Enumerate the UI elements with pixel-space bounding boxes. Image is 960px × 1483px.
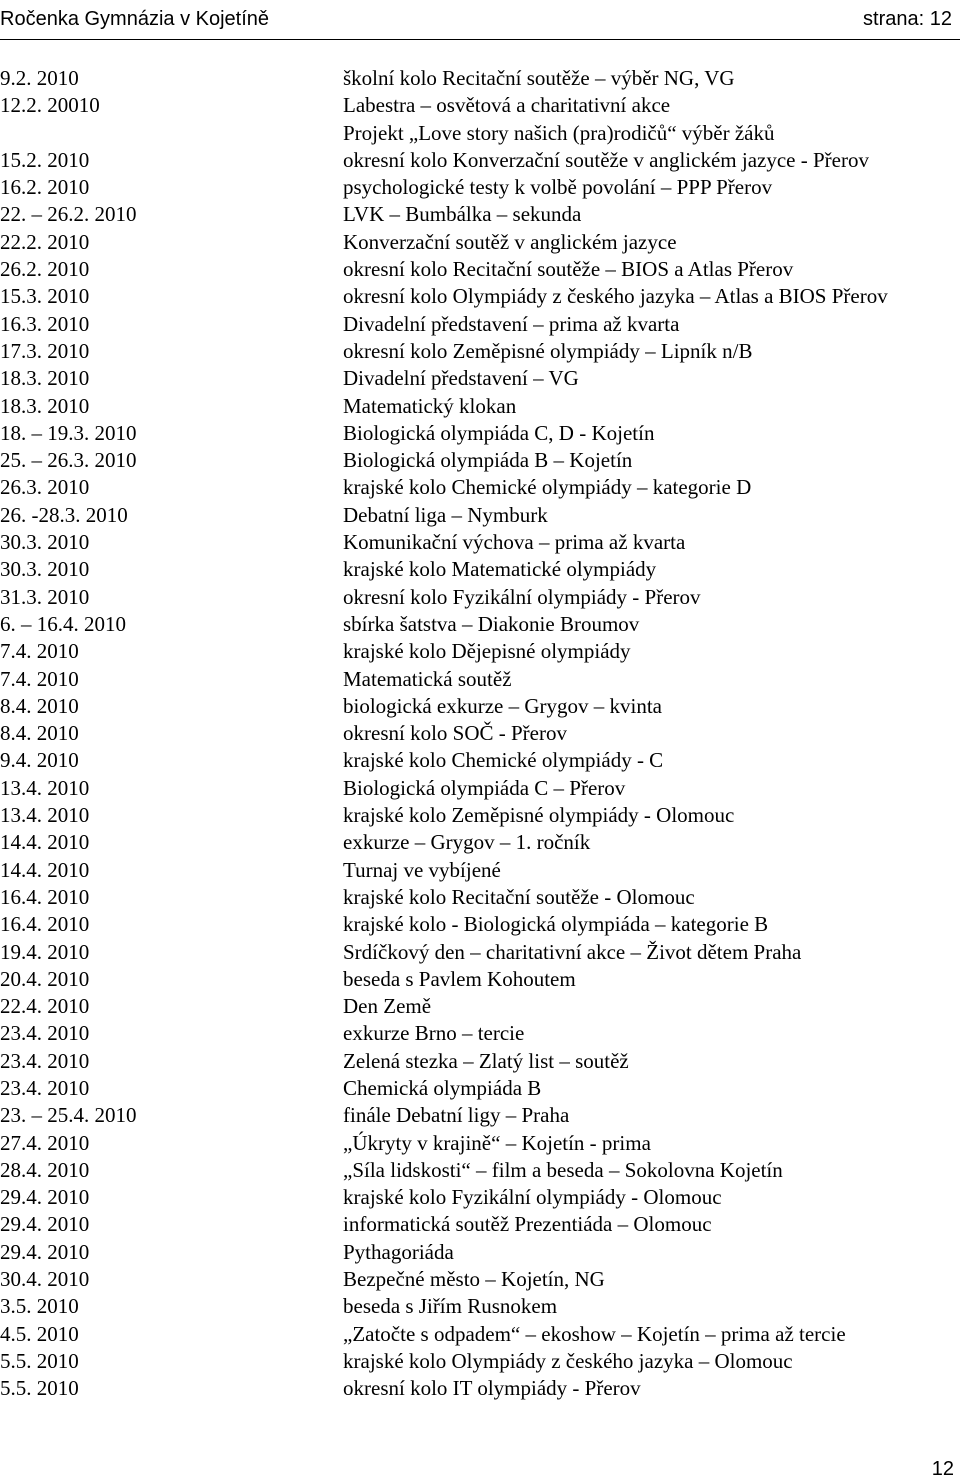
event-description: psychologické testy k volbě povolání – PPP Přerov: [343, 175, 773, 200]
list-item: [0, 584, 960, 611]
list-item: [0, 1375, 960, 1402]
event-date: 17.3. 2010: [0, 338, 90, 363]
event-description: informatická soutěž Prezentiáda – Olomouc: [343, 1212, 712, 1237]
list-item: [0, 775, 960, 802]
event-date: 13.4. 2010: [0, 803, 90, 828]
event-description: Matematický klokan: [343, 393, 517, 418]
event-date: 27.4. 2010: [0, 1130, 90, 1155]
event-description: okresní kolo Olympiády z českého jazyka – Atlas a BIOS Přerov: [343, 284, 888, 309]
event-date: 22. – 26.2. 2010: [0, 202, 137, 227]
event-description: Projekt „Love story našich (pra)rodičů“ výběr žáků: [343, 120, 775, 145]
list-item: [0, 174, 960, 201]
list-item: [0, 120, 960, 147]
event-date: 23.4. 2010: [0, 1021, 90, 1046]
event-description: „Zatočte s odpadem“ – ekoshow – Kojetín – prima až tercie: [343, 1321, 846, 1346]
page-header: [0, 6, 960, 36]
event-description: biologická exkurze – Grygov – kvinta: [343, 693, 662, 718]
event-description: Den Země: [343, 994, 432, 1019]
event-description: Zelená stezka – Zlatý list – soutěž: [343, 1048, 629, 1073]
event-description: Debatní liga – Nymburk: [343, 502, 548, 527]
list-item: [0, 1075, 960, 1102]
event-description: finále Debatní ligy – Praha: [343, 1103, 570, 1128]
list-item: [0, 365, 960, 392]
document-title: Ročenka Gymnázia v Kojetíně: [0, 8, 270, 30]
event-description: Srdíčkový den – charitativní akce – Život dětem Praha: [343, 939, 802, 964]
event-description: krajské kolo - Biologická olympiáda – kategorie B: [343, 912, 769, 937]
list-item: [0, 556, 960, 583]
event-date: 18. – 19.3. 2010: [0, 420, 137, 445]
list-item: [0, 393, 960, 420]
event-description: exkurze Brno – tercie: [343, 1021, 525, 1046]
event-date: 28.4. 2010: [0, 1157, 90, 1182]
list-item: [0, 447, 960, 474]
list-item: [0, 283, 960, 310]
list-item: [0, 1211, 960, 1238]
list-item: [0, 966, 960, 993]
event-description: „Úkryty v krajině“ – Kojetín - prima: [343, 1130, 651, 1155]
event-description: Matematická soutěž: [343, 666, 512, 691]
event-description: Turnaj ve vybíjené: [343, 857, 501, 882]
event-date: 16.4. 2010: [0, 884, 90, 909]
list-item: [0, 693, 960, 720]
event-description: krajské kolo Chemické olympiády - C: [343, 748, 664, 773]
event-description: „Síla lidskosti“ – film a beseda – Sokolovna Kojetín: [343, 1157, 783, 1182]
list-item: [0, 1321, 960, 1348]
event-date: 13.4. 2010: [0, 775, 90, 800]
page-label: strana: 12: [863, 8, 952, 30]
list-item: [0, 747, 960, 774]
list-item: [0, 338, 960, 365]
list-item: [0, 611, 960, 638]
list-item: [0, 1102, 960, 1129]
event-description: Divadelní představení – prima až kvarta: [343, 311, 680, 336]
event-date: 3.5. 2010: [0, 1294, 79, 1319]
list-item: [0, 502, 960, 529]
list-item: [0, 147, 960, 174]
list-item: [0, 474, 960, 501]
event-date: 12.2. 20010: [0, 93, 100, 118]
event-date: 29.4. 2010: [0, 1212, 90, 1237]
list-item: [0, 92, 960, 119]
list-item: [0, 884, 960, 911]
list-item: [0, 911, 960, 938]
list-item: [0, 1130, 960, 1157]
event-description: okresní kolo Konverzační soutěže v anglickém jazyce - Přerov: [343, 147, 869, 172]
list-item: [0, 1293, 960, 1320]
event-date: 14.4. 2010: [0, 830, 90, 855]
event-description: krajské kolo Fyzikální olympiády - Olomouc: [343, 1185, 722, 1210]
event-date: 22.2. 2010: [0, 229, 90, 254]
list-item: [0, 311, 960, 338]
event-description: Biologická olympiáda B – Kojetín: [343, 448, 633, 473]
event-date: 4.5. 2010: [0, 1321, 79, 1346]
event-description: krajské kolo Recitační soutěže - Olomouc: [343, 884, 695, 909]
event-date: 5.5. 2010: [0, 1348, 79, 1373]
event-description: Divadelní představení – VG: [343, 366, 579, 391]
list-item: [0, 720, 960, 747]
event-date: 7.4. 2010: [0, 639, 79, 664]
event-date: 18.3. 2010: [0, 393, 90, 418]
event-description: Chemická olympiáda B: [343, 1075, 542, 1100]
event-date: 29.4. 2010: [0, 1239, 90, 1264]
event-description: školní kolo Recitační soutěže – výběr NG, VG: [343, 66, 735, 90]
event-date: 7.4. 2010: [0, 666, 79, 691]
page-number: 12: [931, 1458, 954, 1480]
event-date: 20.4. 2010: [0, 966, 90, 991]
list-item: [0, 1348, 960, 1375]
event-date: 30.3. 2010: [0, 530, 90, 555]
event-date: 5.5. 2010: [0, 1376, 79, 1401]
list-item: [0, 1157, 960, 1184]
event-description: krajské kolo Chemické olympiády – kategorie D: [343, 475, 752, 500]
event-description: beseda s Pavlem Kohoutem: [343, 966, 576, 991]
event-list: [0, 65, 960, 1403]
event-date: 25. – 26.3. 2010: [0, 448, 137, 473]
event-date: 9.4. 2010: [0, 748, 79, 773]
event-description: okresní kolo SOČ - Přerov: [343, 721, 567, 746]
list-item: [0, 420, 960, 447]
event-description: Bezpečné město – Kojetín, NG: [343, 1267, 605, 1292]
list-item: [0, 229, 960, 256]
list-item: [0, 857, 960, 884]
event-date: 15.3. 2010: [0, 284, 90, 309]
event-description: okresní kolo Zeměpisné olympiády – Lipník n/B: [343, 338, 753, 363]
list-item: [0, 993, 960, 1020]
event-date: 19.4. 2010: [0, 939, 90, 964]
list-item: [0, 1048, 960, 1075]
list-item: [0, 1020, 960, 1047]
event-date: 16.2. 2010: [0, 175, 90, 200]
event-description: krajské kolo Dějepisné olympiády: [343, 639, 631, 664]
event-date: 22.4. 2010: [0, 994, 90, 1019]
event-description: Biologická olympiáda C – Přerov: [343, 775, 626, 800]
event-description: beseda s Jiřím Rusnokem: [343, 1294, 558, 1319]
list-item: [0, 256, 960, 283]
list-item: [0, 1239, 960, 1266]
list-item: [0, 65, 960, 92]
event-description: Biologická olympiáda C, D - Kojetín: [343, 420, 655, 445]
event-description: Komunikační výchova – prima až kvarta: [343, 530, 686, 555]
list-item: [0, 666, 960, 693]
event-date: 6. – 16.4. 2010: [0, 611, 126, 636]
event-date: 29.4. 2010: [0, 1185, 90, 1210]
event-date: 16.3. 2010: [0, 311, 90, 336]
event-date: 30.3. 2010: [0, 557, 90, 582]
event-date: 9.2. 2010: [0, 66, 79, 90]
list-item: [0, 1184, 960, 1211]
event-date: 23.4. 2010: [0, 1075, 90, 1100]
list-item: [0, 802, 960, 829]
list-item: [0, 1266, 960, 1293]
event-description: krajské kolo Olympiády z českého jazyka – Olomouc: [343, 1348, 793, 1373]
header-divider: [0, 39, 960, 40]
event-date: 23. – 25.4. 2010: [0, 1103, 137, 1128]
event-date: 8.4. 2010: [0, 721, 79, 746]
event-description: okresní kolo Fyzikální olympiády - Přerov: [343, 584, 701, 609]
event-description: LVK – Bumbálka – sekunda: [343, 202, 582, 227]
event-date: 15.2. 2010: [0, 147, 90, 172]
event-date: 18.3. 2010: [0, 366, 90, 391]
event-date: 26.3. 2010: [0, 475, 90, 500]
event-date: 14.4. 2010: [0, 857, 90, 882]
event-description: exkurze – Grygov – 1. ročník: [343, 830, 591, 855]
list-item: [0, 529, 960, 556]
event-date: 23.4. 2010: [0, 1048, 90, 1073]
list-item: [0, 201, 960, 228]
event-description: krajské kolo Zeměpisné olympiády - Olomouc: [343, 803, 735, 828]
event-description: Labestra – osvětová a charitativní akce: [343, 93, 671, 118]
event-date: 30.4. 2010: [0, 1267, 90, 1292]
list-item: [0, 829, 960, 856]
event-date: 16.4. 2010: [0, 912, 90, 937]
event-description: Konverzační soutěž v anglickém jazyce: [343, 229, 677, 254]
event-date: 31.3. 2010: [0, 584, 90, 609]
event-date: 8.4. 2010: [0, 693, 79, 718]
event-description: okresní kolo Recitační soutěže – BIOS a Atlas Přerov: [343, 257, 794, 282]
event-date: 26. -28.3. 2010: [0, 502, 128, 527]
event-description: Pythagoriáda: [343, 1239, 454, 1264]
event-description: sbírka šatstva – Diakonie Broumov: [343, 611, 640, 636]
event-date: 26.2. 2010: [0, 257, 90, 282]
list-item: [0, 638, 960, 665]
event-description: krajské kolo Matematické olympiády: [343, 557, 657, 582]
list-item: [0, 939, 960, 966]
event-description: okresní kolo IT olympiády - Přerov: [343, 1376, 641, 1401]
